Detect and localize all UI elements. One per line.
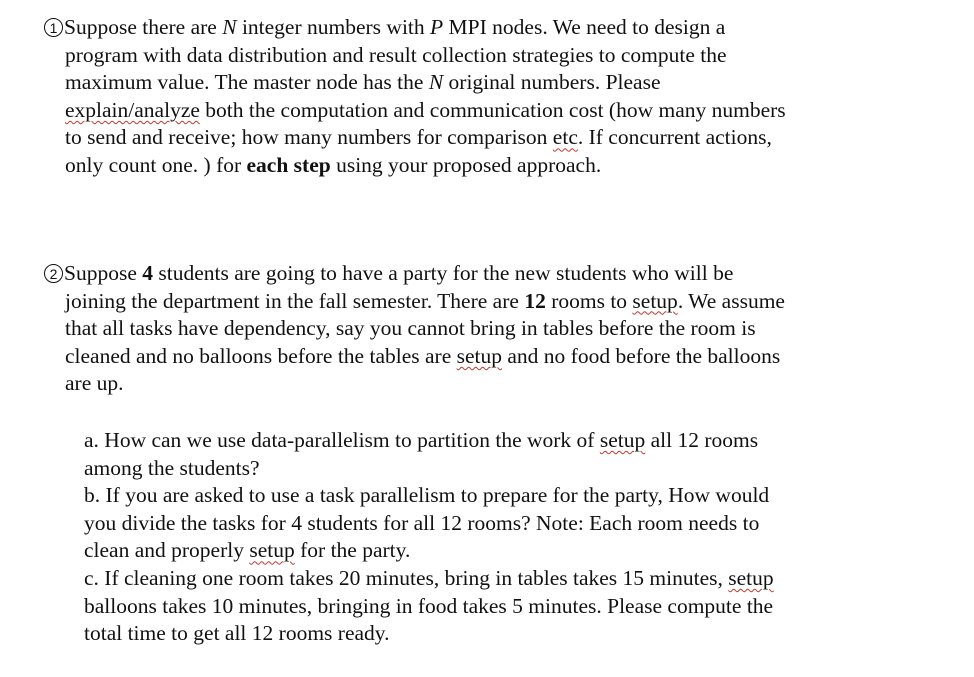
var-p: P [430, 15, 444, 39]
spellcheck-word: explain/analyze [65, 97, 200, 122]
q2-line-4 [44, 343, 944, 371]
q1-text: MPI nodes. We need to design a [443, 15, 726, 39]
sub-text: for the party. [294, 538, 411, 563]
q1-line-3 [44, 69, 944, 97]
q1-text: to send and receive; how many numbers for comparison [65, 125, 553, 150]
q2-text: joining the department in the fall semester. There are [65, 288, 525, 313]
sub-text: c. If cleaning one room takes 20 minutes, bring in tables takes 15 minutes, [84, 565, 729, 590]
spellcheck-word: setup [599, 428, 646, 452]
q2-text: Suppose [64, 261, 143, 285]
sub-a-line-1 [84, 427, 944, 455]
q1-text: original numbers. Please [443, 70, 661, 95]
q2-line-5: are up. [65, 371, 124, 396]
question-2 [44, 260, 944, 398]
q1-text: integer numbers with [236, 15, 431, 39]
sub-b-line-1: b. If you are asked to use a task parallelism to prepare for the party, How would [84, 483, 770, 508]
q1-line-1 [44, 14, 944, 42]
sub-c-line-3: total time to get all 12 rooms ready. [84, 621, 390, 646]
sub-b-line-2: you divide the tasks for 4 students for all 12 rooms? Note: Each room needs to [84, 510, 760, 535]
sub-text: all 12 rooms [645, 428, 759, 452]
q2-text: students are going to have a party for the new students who will be [153, 261, 734, 285]
q2-line-1 [44, 260, 944, 288]
q1-text: . If concurrent actions, [577, 125, 772, 150]
q2-line-3: that all tasks have dependency, say you cannot bring in tables before the room is [65, 316, 756, 341]
var-n: N [428, 70, 444, 95]
circled-number-2: 2 [44, 264, 63, 283]
q2-text: rooms to [545, 288, 633, 313]
question-1 [44, 14, 944, 180]
q1-text: both the computation and communication cost (how many numbers [199, 97, 786, 122]
sub-questions [84, 427, 944, 648]
q1-text: maximum value. The master node has the [65, 70, 429, 95]
sub-c-line-1 [84, 565, 944, 593]
spellcheck-word: setup [632, 288, 678, 313]
bold-text: 12 [524, 288, 546, 313]
q2-text: and no food before the balloons [502, 343, 781, 368]
spellcheck-word: setup [249, 538, 295, 563]
q1-text: only count one. ) for [65, 152, 247, 177]
q2-text: cleaned and no balloons before the tables are [65, 343, 457, 368]
q1-line-6 [44, 152, 944, 180]
bold-text: 4 [142, 261, 153, 285]
sub-text: a. How can we use data-parallelism to partition the work of [84, 428, 600, 452]
bold-text: each step [246, 152, 331, 177]
q1-line-2: program with data distribution and result collection strategies to compute the [65, 42, 727, 67]
q1-text: Suppose there are [64, 15, 223, 39]
q1-line-4 [44, 97, 944, 125]
spellcheck-word: setup [456, 343, 502, 368]
var-n: N [222, 15, 237, 39]
sub-text: clean and properly [84, 538, 250, 563]
sub-c-line-2: balloons takes 10 minutes, bringing in food takes 5 minutes. Please compute the [84, 593, 774, 618]
q2-text: . We assume [677, 288, 785, 313]
spellcheck-word: setup [728, 565, 774, 590]
spellcheck-word: etc [552, 125, 578, 150]
circled-number-1: 1 [44, 18, 63, 37]
q2-line-2 [44, 288, 944, 316]
sub-b-line-3 [84, 537, 944, 565]
sub-a-line-2: among the students? [84, 455, 260, 480]
q1-line-5 [44, 124, 944, 152]
q1-text: using your proposed approach. [330, 152, 602, 177]
